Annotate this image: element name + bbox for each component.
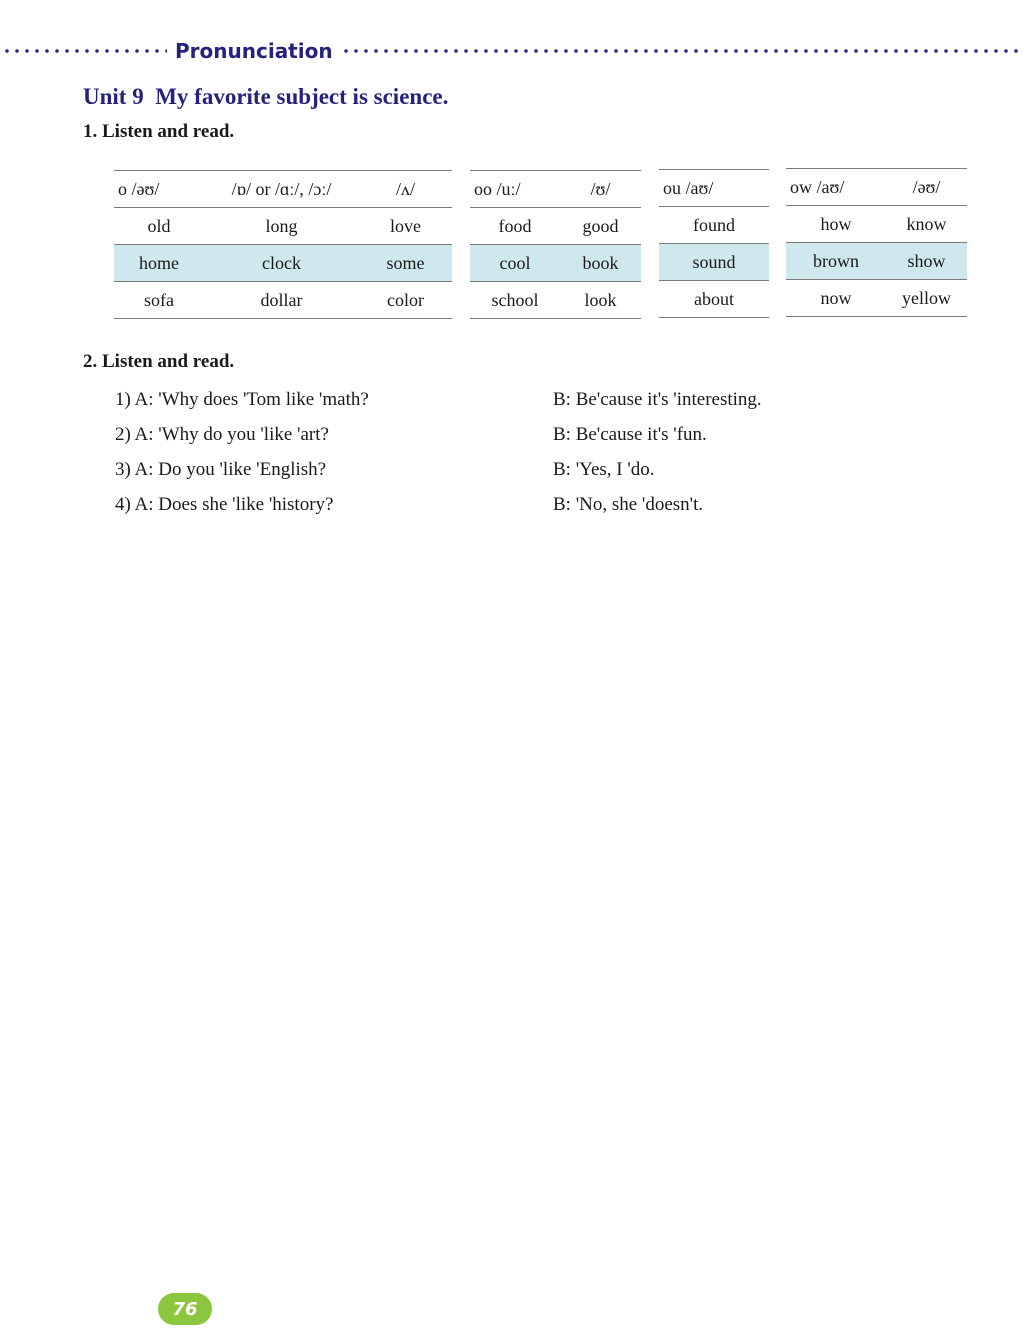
table-row — [114, 245, 452, 282]
table-header-cell: /ʌ/ — [359, 171, 452, 208]
table-header-cell: oo /uː/ — [470, 171, 560, 208]
dialog-line — [115, 452, 915, 487]
dialog-line-b: B: 'No, she 'doesn't. — [553, 493, 704, 515]
table-header-cell: o /əʊ/ — [114, 171, 204, 208]
table-cell: show — [886, 243, 967, 280]
unit-title: Unit 9 My favorite subject is science. — [83, 84, 449, 109]
dialog-line-a: 4) A: Does she 'like 'history? — [115, 493, 334, 515]
table-header-cell: /ɒ/ or /ɑː/, /ɔː/ — [204, 171, 359, 208]
table-header-row — [114, 171, 452, 208]
table-row — [114, 208, 452, 245]
dialog-list — [115, 382, 915, 522]
table-row — [659, 207, 769, 244]
section-header-title: Pronunciation — [175, 39, 333, 63]
table-row — [786, 243, 967, 280]
table-header-row — [470, 171, 641, 208]
dialog-line-b: B: 'Yes, I 'do. — [553, 458, 655, 480]
table-header-cell: ow /aʊ/ — [786, 169, 886, 206]
table-cell: look — [560, 282, 641, 319]
table-cell: book — [560, 245, 641, 282]
table-header-cell: /əʊ/ — [886, 169, 967, 206]
table-cell: home — [114, 245, 204, 282]
table-cell: school — [470, 282, 560, 319]
table-header-row — [659, 170, 769, 207]
table-cell: some — [359, 245, 452, 282]
dialog-line-a: 2) A: 'Why do you 'like 'art? — [115, 423, 329, 445]
table-cell: sound — [659, 244, 769, 281]
table-cell: yellow — [886, 280, 967, 317]
table-row — [786, 280, 967, 317]
table-cell: good — [560, 208, 641, 245]
table-cell: how — [786, 206, 886, 243]
table-row — [114, 282, 452, 319]
dialog-line — [115, 382, 915, 417]
section-header — [0, 36, 1024, 66]
dialog-line-b: B: Be'cause it's 'interesting. — [553, 388, 762, 410]
section-2-heading: 2. Listen and read. — [83, 351, 235, 372]
table-row — [659, 281, 769, 318]
table-row — [470, 208, 641, 245]
table-cell: now — [786, 280, 886, 317]
sound-table-o — [114, 170, 452, 319]
table-row — [659, 244, 769, 281]
table-cell: love — [359, 208, 452, 245]
table-cell: color — [359, 282, 452, 319]
sound-table-oo — [470, 170, 641, 319]
page-number: 76 — [172, 1298, 198, 1320]
section-1-heading: 1. Listen and read. — [83, 121, 235, 142]
dialog-line — [115, 417, 915, 452]
dialog-line — [115, 487, 915, 522]
table-cell: about — [659, 281, 769, 318]
table-cell: old — [114, 208, 204, 245]
sound-table-ow — [786, 168, 967, 317]
table-header-cell: ou /aʊ/ — [659, 170, 769, 207]
table-cell: know — [886, 206, 967, 243]
table-cell: clock — [204, 245, 359, 282]
table-cell: cool — [470, 245, 560, 282]
dotted-rule-left — [2, 49, 167, 53]
dialog-line-a: 1) A: 'Why does 'Tom like 'math? — [115, 388, 369, 410]
table-cell: food — [470, 208, 560, 245]
table-row — [470, 245, 641, 282]
sound-table-ou — [659, 169, 769, 318]
table-header-cell: /ʊ/ — [560, 171, 641, 208]
table-row — [786, 206, 967, 243]
table-cell: dollar — [204, 282, 359, 319]
table-cell: sofa — [114, 282, 204, 319]
table-cell: brown — [786, 243, 886, 280]
dialog-line-a: 3) A: Do you 'like 'English? — [115, 458, 327, 480]
page-number-badge — [158, 1293, 212, 1325]
dialog-line-b: B: Be'cause it's 'fun. — [553, 423, 707, 445]
table-cell: long — [204, 208, 359, 245]
table-row — [470, 282, 641, 319]
dotted-rule-right — [341, 49, 1024, 53]
table-header-row — [786, 169, 967, 206]
table-cell: found — [659, 207, 769, 244]
